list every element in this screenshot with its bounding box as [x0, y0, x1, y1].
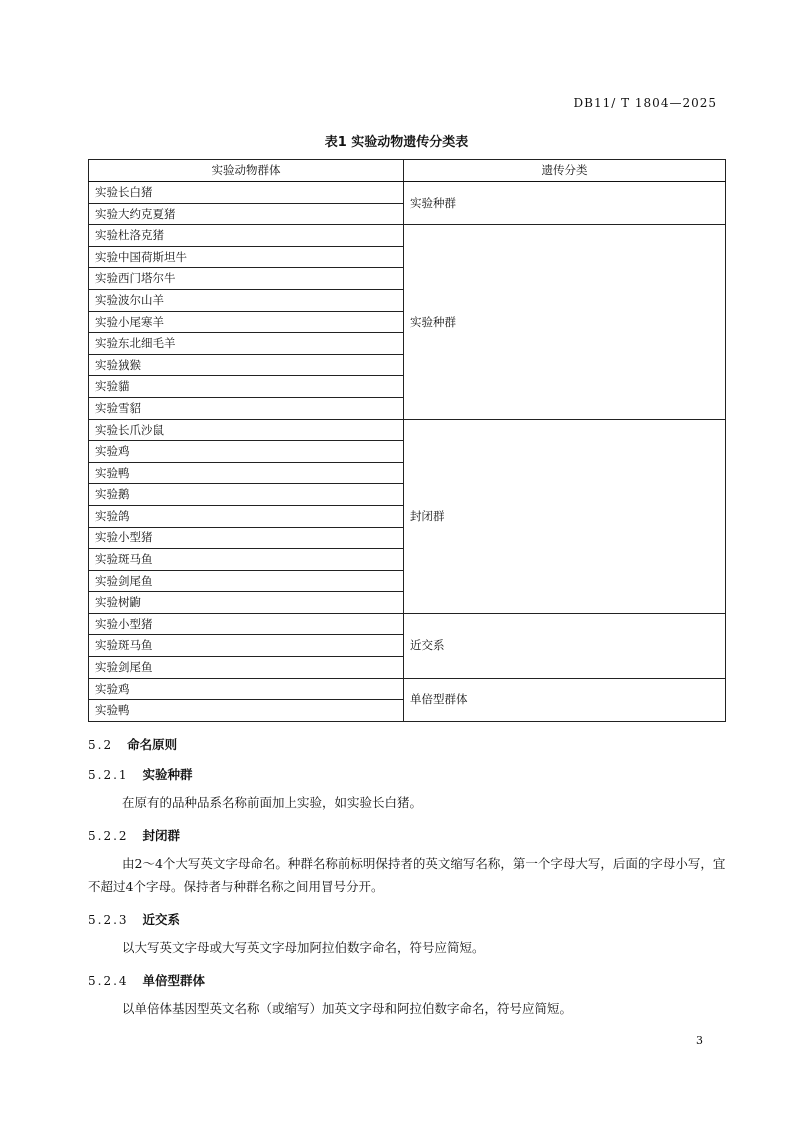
section-5-2-1-text: 在原有的品种品系名称前面加上实验，如实验长白猪。 — [122, 795, 423, 810]
section-title: 封闭群 — [142, 828, 181, 843]
table-row — [89, 678, 726, 700]
animal-group-cell: 实验狨猴 — [89, 354, 404, 376]
animal-group-cell: 实验小型猪 — [89, 527, 404, 549]
animal-group-cell: 实验剑尾鱼 — [89, 570, 404, 592]
animal-group-cell: 实验貓 — [89, 376, 404, 398]
section-number: 5.2.2 — [88, 829, 129, 843]
genetic-class-cell: 实验种群 — [404, 182, 726, 225]
animal-group-cell: 实验小尾寒羊 — [89, 311, 404, 333]
table-row — [89, 613, 726, 635]
animal-group-cell: 实验东北细毛羊 — [89, 333, 404, 355]
section-title: 近交系 — [142, 912, 181, 927]
section-number: 5.2.1 — [88, 768, 129, 782]
animal-group-cell: 实验鸡 — [89, 678, 404, 700]
animal-group-cell: 实验中国荷斯坦牛 — [89, 246, 404, 268]
section-number: 5.2.3 — [88, 913, 129, 927]
section-5-2-3 — [88, 910, 180, 928]
col-header-genetic-class: 遗传分类 — [404, 160, 726, 182]
animal-group-cell: 实验长白猪 — [89, 182, 404, 204]
col-header-animal-group: 实验动物群体 — [89, 160, 404, 182]
animal-group-cell: 实验大约克夏猪 — [89, 203, 404, 225]
animal-group-cell: 实验长爪沙鼠 — [89, 419, 404, 441]
genetic-class-cell: 封闭群 — [404, 419, 726, 613]
section-5-2-3-text: 以大写英文字母或大写英文字母加阿拉伯数字命名，符号应简短。 — [122, 940, 485, 955]
section-5-2-1 — [88, 765, 193, 783]
animal-group-cell: 实验雪貂 — [89, 397, 404, 419]
animal-group-cell: 实验鸭 — [89, 700, 404, 722]
document-code: DB11/ T 1804—2025 — [573, 96, 717, 110]
genetic-classification-table — [88, 159, 726, 722]
table-row — [89, 182, 726, 204]
genetic-class-cell: 近交系 — [404, 613, 726, 678]
table-row — [89, 419, 726, 441]
animal-group-cell: 实验斑马鱼 — [89, 549, 404, 571]
page-number: 3 — [696, 1034, 703, 1047]
section-5-2-2-text: 由2～4个大写英文字母命名。种群名称前标明保持者的英文缩写名称，第一个字母大写，后面的字母小写，宜不超过4个字母。保持者与种群名称之间用冒号分开。 — [88, 856, 726, 894]
section-title: 单倍型群体 — [142, 973, 206, 988]
section-title: 实验种群 — [142, 767, 193, 782]
table-row — [89, 225, 726, 247]
animal-group-cell: 实验树鼩 — [89, 592, 404, 614]
animal-group-cell: 实验小型猪 — [89, 613, 404, 635]
table-header-row — [89, 160, 726, 182]
section-title: 命名原则 — [127, 737, 178, 752]
animal-group-cell: 实验鸽 — [89, 505, 404, 527]
animal-group-cell: 实验鸭 — [89, 462, 404, 484]
section-number: 5.2.4 — [88, 974, 129, 988]
animal-group-cell: 实验西门塔尔牛 — [89, 268, 404, 290]
section-5-2-4 — [88, 971, 205, 989]
animal-group-cell: 实验剑尾鱼 — [89, 657, 404, 679]
genetic-class-cell: 单倍型群体 — [404, 678, 726, 721]
animal-group-cell: 实验波尔山羊 — [89, 289, 404, 311]
section-5-2-2 — [88, 826, 180, 844]
animal-group-cell: 实验鹅 — [89, 484, 404, 506]
animal-group-cell: 实验斑马鱼 — [89, 635, 404, 657]
animal-group-cell: 实验杜洛克猪 — [89, 225, 404, 247]
section-5-2-4-text: 以单倍体基因型英文名称（或缩写）加英文字母和阿拉伯数字命名，符号应简短。 — [122, 1001, 573, 1016]
genetic-class-cell: 实验种群 — [404, 225, 726, 419]
section-5-2 — [88, 735, 177, 753]
animal-group-cell: 实验鸡 — [89, 441, 404, 463]
section-number: 5.2 — [88, 738, 114, 752]
table-title: 表1 实验动物遗传分类表 — [324, 135, 469, 150]
